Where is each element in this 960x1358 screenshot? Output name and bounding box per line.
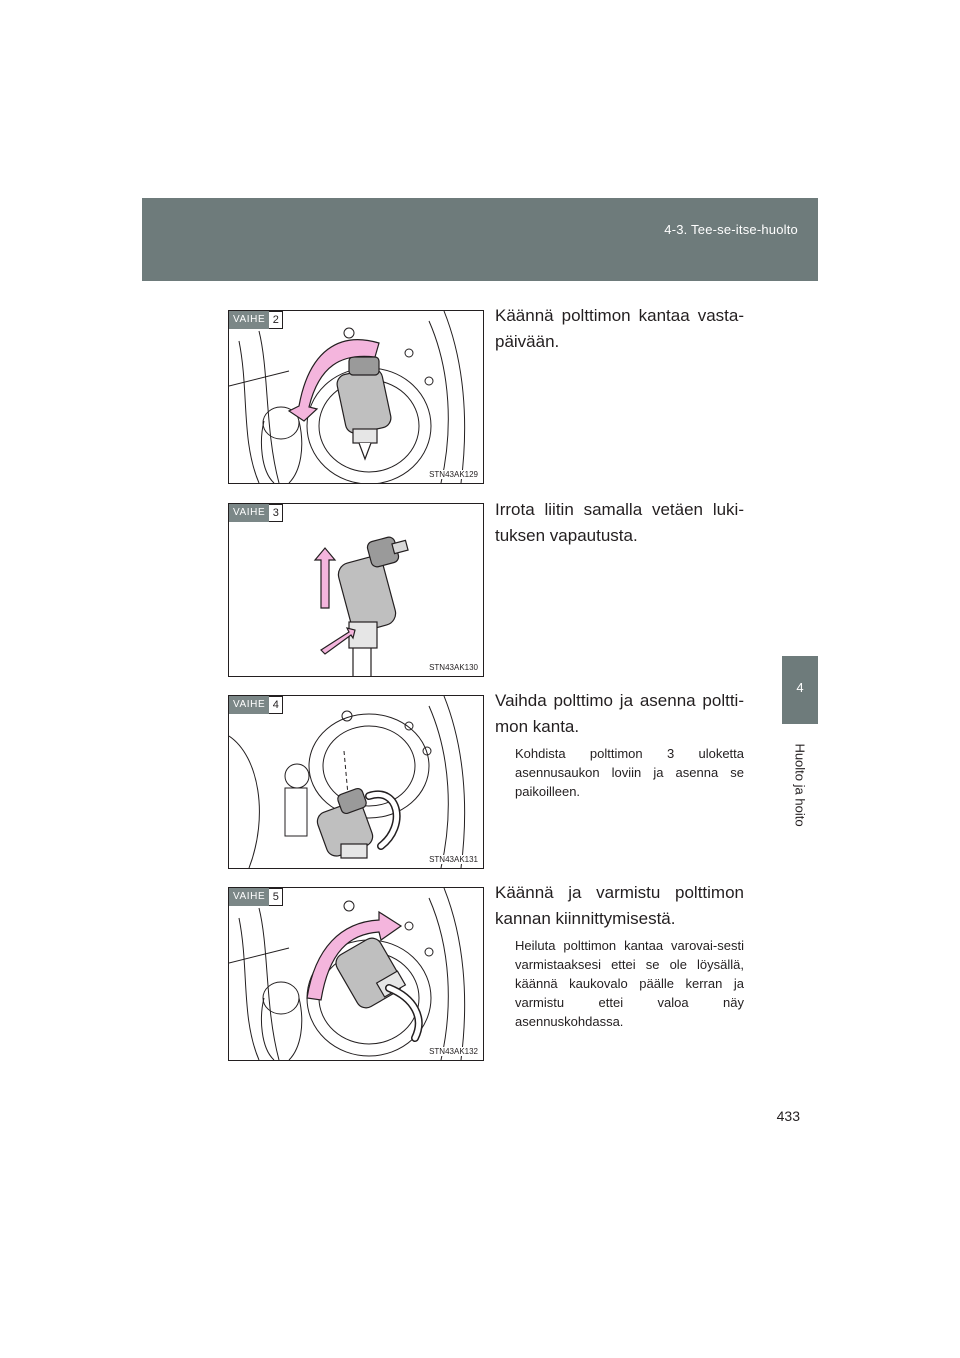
step-badge <box>229 888 283 906</box>
figure-code: STN43AK132 <box>429 1047 478 1056</box>
step-5-note: Heiluta polttimon kantaa varovai-sesti varmistaaksesi ettei se ole löysällä, käännä kaukovalo päälle kerran ja varmistu ettei valoa näy asennuskohdassa. <box>515 938 744 1029</box>
step-badge-number: 5 <box>269 888 283 906</box>
chapter-title: Huolto ja hoito <box>792 743 808 827</box>
step-4-figure <box>228 695 484 869</box>
step-3-figure <box>228 503 484 677</box>
step-badge <box>229 311 283 329</box>
step-badge-number: 4 <box>269 696 283 714</box>
step-3-title: Irrota liitin samalla vetäen luki-tuksen vapautusta. <box>495 500 744 545</box>
step-badge-number: 3 <box>269 504 283 522</box>
step-badge <box>229 696 283 714</box>
figure-code: STN43AK131 <box>429 855 478 864</box>
step-2-title: Käännä polttimon kantaa vasta-päivään. <box>495 306 744 351</box>
step-badge-label: VAIHE <box>229 504 269 522</box>
connector-illustration <box>229 504 483 676</box>
chapter-number: 4 <box>796 680 804 695</box>
chapter-header-bar <box>142 198 818 281</box>
figure-code: STN43AK130 <box>429 663 478 672</box>
step-badge-label: VAIHE <box>229 696 269 714</box>
step-badge <box>229 504 283 522</box>
page-number: 433 <box>776 1108 800 1124</box>
step-2-figure <box>228 310 484 484</box>
headlamp-illustration <box>229 311 483 483</box>
step-4-title: Vaihda polttimo ja asenna poltti-mon kanta. <box>495 691 744 736</box>
step-badge-number: 2 <box>269 311 283 329</box>
chapter-title-vertical <box>783 730 817 840</box>
lock-bulb-illustration <box>229 888 483 1060</box>
section-title: 4-3. Tee-se-itse-huolto <box>664 222 798 237</box>
chapter-tab <box>782 656 818 724</box>
figure-code: STN43AK129 <box>429 470 478 479</box>
step-5-title: Käännä ja varmistu polttimon kannan kiinnittymisestä. <box>495 883 744 928</box>
step-badge-label: VAIHE <box>229 888 269 906</box>
step-5-figure <box>228 887 484 1061</box>
bulb-replacement-illustration <box>229 696 483 868</box>
step-4-note: Kohdista polttimon 3 uloketta asennusaukon loviin ja asenna se paikoilleen. <box>515 746 744 799</box>
step-badge-label: VAIHE <box>229 311 269 329</box>
